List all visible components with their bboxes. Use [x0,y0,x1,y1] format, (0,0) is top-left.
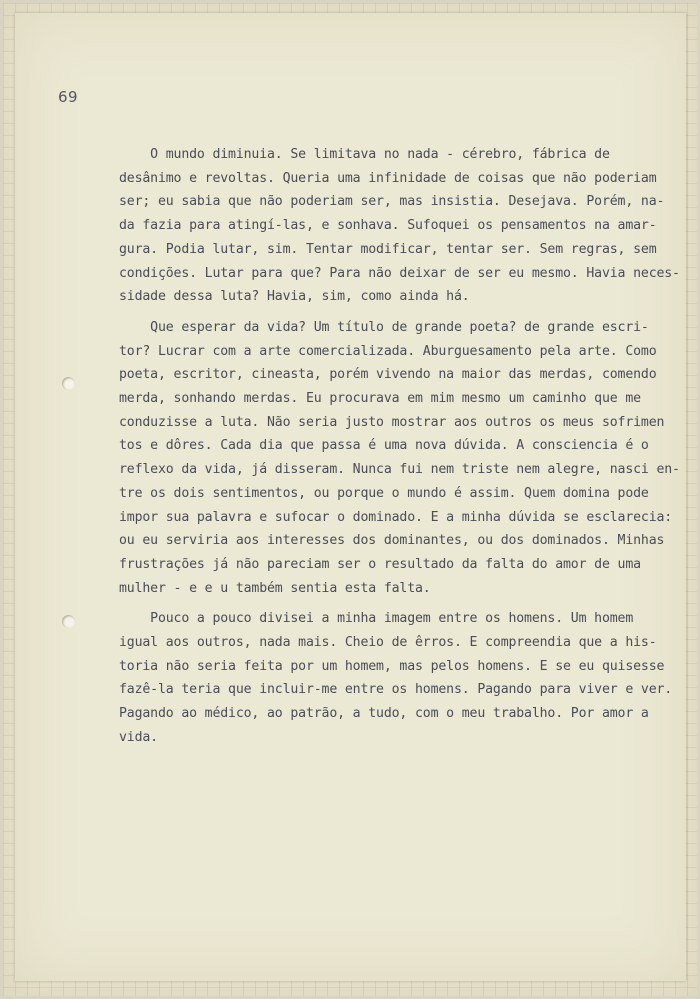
paragraph-2 [119,316,679,600]
punch-hole-bottom [62,615,75,628]
text-line: Pagando ao médico, ao patrão, a tudo, com o meu trabalho. Por amor a [119,706,649,722]
text-line: tre os dois sentimentos, ou porque o mundo é assim. Quem domina pode [119,485,649,501]
text-line: tos e dôres. Cada dia que passa é uma nova dúvida. A consciencia é o [119,438,649,454]
page-number: 69 [58,88,79,106]
text-line: desânimo e revoltas. Queria uma infinidade de coisas que não poderiam [119,170,657,186]
text-line: sidade dessa luta? Havia, sim, como ainda há. [119,289,470,305]
text-line: vida. [119,729,158,745]
text-line: ser; eu sabia que não poderiam ser, mas insistia. Desejava. Porém, na- [119,194,665,210]
body-text [119,143,679,757]
punch-hole-top [62,377,75,390]
text-line: poeta, escritor, cineasta, porém vivendo na maior das merdas, comendo [119,367,657,383]
text-line: mulher - e e u também sentia esta falta. [119,580,431,596]
text-line: fazê-la teria que incluir-me entre os homens. Pagando para viver e ver. [119,682,673,698]
graph-paper-background [3,3,697,996]
text-line: Pouco a pouco divisei a minha imagem entre os homens. Um homem [119,611,634,627]
typewritten-page [15,13,686,981]
text-line: tor? Lucrar com a arte comercializada. Aburguesamento pela arte. Como [119,343,657,359]
text-line: igual aos outros, nada mais. Cheio de êrros. E compreendia que a his- [119,635,657,651]
text-line: toria não seria feita por um homem, mas pelos homens. E se eu quisesse [119,658,665,674]
text-line: Que esperar da vida? Um título de grande poeta? de grande escri- [119,319,649,335]
text-line: conduzisse a luta. Não seria justo mostrar aos outros os meus sofrimen [119,414,665,430]
text-line: gura. Podia lutar, sim. Tentar modificar, tentar ser. Sem regras, sem [119,241,657,257]
text-line: frustrações já não pareciam ser o resultado da falta do amor de uma [119,556,641,572]
text-line: ou eu serviria aos interesses dos dominantes, ou dos dominados. Minhas [119,533,665,549]
text-line: reflexo da vida, já disseram. Nunca fui nem triste nem alegre, nasci en- [119,462,680,478]
text-line: da fazia para atingí-las, e sonhava. Sufoquei os pensamentos na amar- [119,218,657,234]
paragraph-1 [119,143,679,309]
text-line: condições. Lutar para que? Para não deixar de ser eu mesmo. Havia neces- [119,265,680,281]
text-line: impor sua palavra e sufocar o dominado. E a minha dúvida se esclarecia: [119,509,673,525]
text-line: O mundo diminuia. Se limitava no nada - cérebro, fábrica de [119,147,610,162]
text-line: merda, sonhando merdas. Eu procurava em mim mesmo um caminho que me [119,391,641,407]
paragraph-3 [119,607,679,749]
